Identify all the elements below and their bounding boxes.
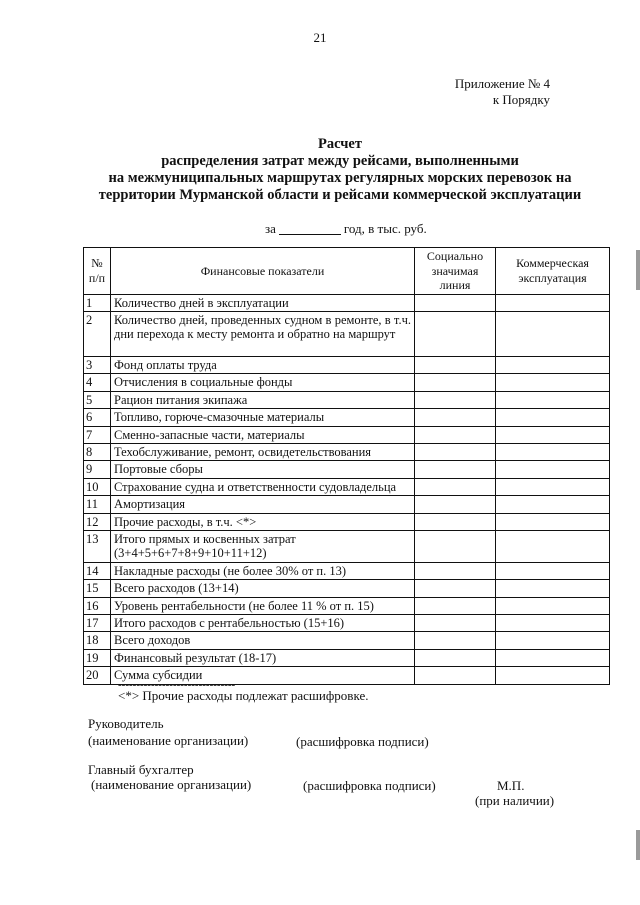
cell-social-value[interactable] <box>415 356 496 373</box>
row-indicator: Финансовый результат (18-17) <box>111 649 415 666</box>
cell-commercial-value[interactable] <box>496 597 610 614</box>
table-row <box>84 426 610 443</box>
row-number: 17 <box>84 615 111 632</box>
title-line-2: распределения затрат между рейсами, выполненными <box>161 153 519 169</box>
row-number: 16 <box>84 597 111 614</box>
stamp-note: (при наличии) <box>475 793 555 808</box>
row-indicator: Портовые сборы <box>111 461 415 478</box>
cell-commercial-value[interactable] <box>496 311 610 356</box>
row-number: 12 <box>84 513 111 530</box>
cell-commercial-value[interactable] <box>496 478 610 495</box>
table-row <box>84 615 610 632</box>
cell-commercial-value[interactable] <box>496 374 610 391</box>
cell-social-value[interactable] <box>415 478 496 495</box>
cell-social-value[interactable] <box>415 461 496 478</box>
cell-commercial-value[interactable] <box>496 649 610 666</box>
row-indicator: Топливо, горюче-смазочные материалы <box>111 409 415 426</box>
cell-social-value[interactable] <box>415 391 496 408</box>
row-indicator: Техобслуживание, ремонт, освидетельствования <box>111 443 415 460</box>
table-row <box>84 409 610 426</box>
table-row <box>84 374 610 391</box>
head-title: Руководитель <box>88 716 164 731</box>
cell-social-value[interactable] <box>415 530 496 562</box>
cell-commercial-value[interactable] <box>496 409 610 426</box>
annex-line-2: к Порядку <box>492 92 550 107</box>
row-number: 11 <box>84 496 111 513</box>
header-number-line-1: № <box>91 256 103 271</box>
head-sign-caption: (расшифровка подписи) <box>296 734 429 749</box>
row-number: 13 <box>84 530 111 562</box>
row-indicator: Прочие расходы, в т.ч. <*> <box>111 513 415 530</box>
row-number: 4 <box>84 374 111 391</box>
cell-social-value[interactable] <box>415 667 496 684</box>
row-indicator: Накладные расходы (не более 30% от п. 13) <box>111 562 415 579</box>
table-row <box>84 562 610 579</box>
footnote-separator: -------------------------------- <box>118 679 236 691</box>
table-row <box>84 311 610 356</box>
period-prefix: за <box>265 221 276 236</box>
annex-line-1: Приложение № 4 <box>454 76 550 91</box>
stamp-label: М.П. <box>497 778 525 793</box>
row-number: 5 <box>84 391 111 408</box>
table-row <box>84 530 610 562</box>
title-line-3: на межмуниципальных маршрутах регулярных морских перевозок на <box>108 170 572 186</box>
table-row <box>84 356 610 373</box>
row-indicator: Итого прямых и косвенных затрат (3+4+5+6+7+8+9+10+11+12) <box>111 530 415 562</box>
row-number: 18 <box>84 632 111 649</box>
cell-commercial-value[interactable] <box>496 461 610 478</box>
cell-commercial-value[interactable] <box>496 294 610 311</box>
row-indicator: Сумма субсидии <box>111 667 415 684</box>
table-row <box>84 496 610 513</box>
head-org-caption: (наименование организации) <box>88 733 249 748</box>
row-indicator: Количество дней в эксплуатации <box>111 294 415 311</box>
row-indicator: Страхование судна и ответственности судовладельца <box>111 478 415 495</box>
cell-commercial-value[interactable] <box>496 356 610 373</box>
row-indicator: Отчисления в социальные фонды <box>111 374 415 391</box>
row-number: 19 <box>84 649 111 666</box>
cell-social-value[interactable] <box>415 513 496 530</box>
title-line-1: Расчет <box>318 136 362 152</box>
page-number: 21 <box>313 30 327 45</box>
cell-commercial-value[interactable] <box>496 391 610 408</box>
row-indicator: Итого расходов с рентабельностью (15+16) <box>111 615 415 632</box>
cell-social-value[interactable] <box>415 562 496 579</box>
header-number-line-2: п/п <box>88 270 106 285</box>
row-indicator: Рацион питания экипажа <box>111 391 415 408</box>
cell-social-value[interactable] <box>415 409 496 426</box>
cell-social-value[interactable] <box>415 496 496 513</box>
row-indicator: Амортизация <box>111 496 415 513</box>
row-number: 1 <box>84 294 111 311</box>
period-line <box>265 221 427 237</box>
header-commercial: Коммерческая эксплуатация <box>496 248 610 295</box>
footnote-text: <*> Прочие расходы подлежат расшифровке. <box>118 688 369 703</box>
row-indicator: Фонд оплаты труда <box>111 356 415 373</box>
row-number: 9 <box>84 461 111 478</box>
row-number: 10 <box>84 478 111 495</box>
row-number: 8 <box>84 443 111 460</box>
annex-reference <box>455 76 550 108</box>
cell-social-value[interactable] <box>415 580 496 597</box>
row-number: 2 <box>84 311 111 356</box>
table-row <box>84 478 610 495</box>
table-row <box>84 513 610 530</box>
table-row <box>84 391 610 408</box>
cell-social-value[interactable] <box>415 615 496 632</box>
period-suffix: год, в тыс. руб. <box>343 221 427 236</box>
table-header-row <box>84 248 610 295</box>
cell-social-value[interactable] <box>415 649 496 666</box>
table-row <box>84 580 610 597</box>
cell-social-value[interactable] <box>415 443 496 460</box>
row-indicator: Уровень рентабельности (не более 11 % от п. 15) <box>111 597 415 614</box>
accountant-title: Главный бухгалтер <box>88 762 194 777</box>
row-indicator: Всего доходов <box>111 632 415 649</box>
cell-social-value[interactable] <box>415 632 496 649</box>
table-body <box>84 294 610 684</box>
cell-social-value[interactable] <box>415 426 496 443</box>
table-row <box>84 649 610 666</box>
cell-commercial-value[interactable] <box>496 667 610 684</box>
title-line-4: территории Мурманской области и рейсами коммерческой эксплуатации <box>98 187 582 203</box>
cell-commercial-value[interactable] <box>496 426 610 443</box>
accountant-org-caption: (наименование организации) <box>91 777 252 792</box>
cell-social-value[interactable] <box>415 294 496 311</box>
row-indicator: Всего расходов (13+14) <box>111 580 415 597</box>
row-number: 14 <box>84 562 111 579</box>
accountant-sign-caption: (расшифровка подписи) <box>303 778 436 793</box>
table-row <box>84 294 610 311</box>
header-indicator: Финансовые показатели <box>111 248 415 295</box>
header-social: Социально значимая линия <box>415 248 496 295</box>
row-indicator: Сменно-запасные части, материалы <box>111 426 415 443</box>
document-title <box>70 136 610 204</box>
row-number: 6 <box>84 409 111 426</box>
row-number: 20 <box>84 667 111 684</box>
cell-social-value[interactable] <box>415 311 496 356</box>
cell-social-value[interactable] <box>415 374 496 391</box>
cell-commercial-value[interactable] <box>496 496 610 513</box>
cell-commercial-value[interactable] <box>496 580 610 597</box>
table-row <box>84 632 610 649</box>
cell-commercial-value[interactable] <box>496 562 610 579</box>
scan-edge-mark-bottom <box>636 830 640 860</box>
table-row <box>84 461 610 478</box>
row-number: 15 <box>84 580 111 597</box>
row-indicator: Количество дней, проведенных судном в ремонте, в т.ч. дни перехода к месту ремонта и обратно на маршрут <box>111 311 415 356</box>
cell-commercial-value[interactable] <box>496 530 610 562</box>
header-number <box>84 248 111 295</box>
cell-commercial-value[interactable] <box>496 632 610 649</box>
row-number: 3 <box>84 356 111 373</box>
row-number: 7 <box>84 426 111 443</box>
table-row <box>84 597 610 614</box>
cell-social-value[interactable] <box>415 597 496 614</box>
scan-edge-mark-top <box>636 250 640 290</box>
cell-commercial-value[interactable] <box>496 443 610 460</box>
cell-commercial-value[interactable] <box>496 615 610 632</box>
cell-commercial-value[interactable] <box>496 513 610 530</box>
financial-table <box>83 247 610 685</box>
period-blank <box>279 234 341 235</box>
table-row <box>84 443 610 460</box>
